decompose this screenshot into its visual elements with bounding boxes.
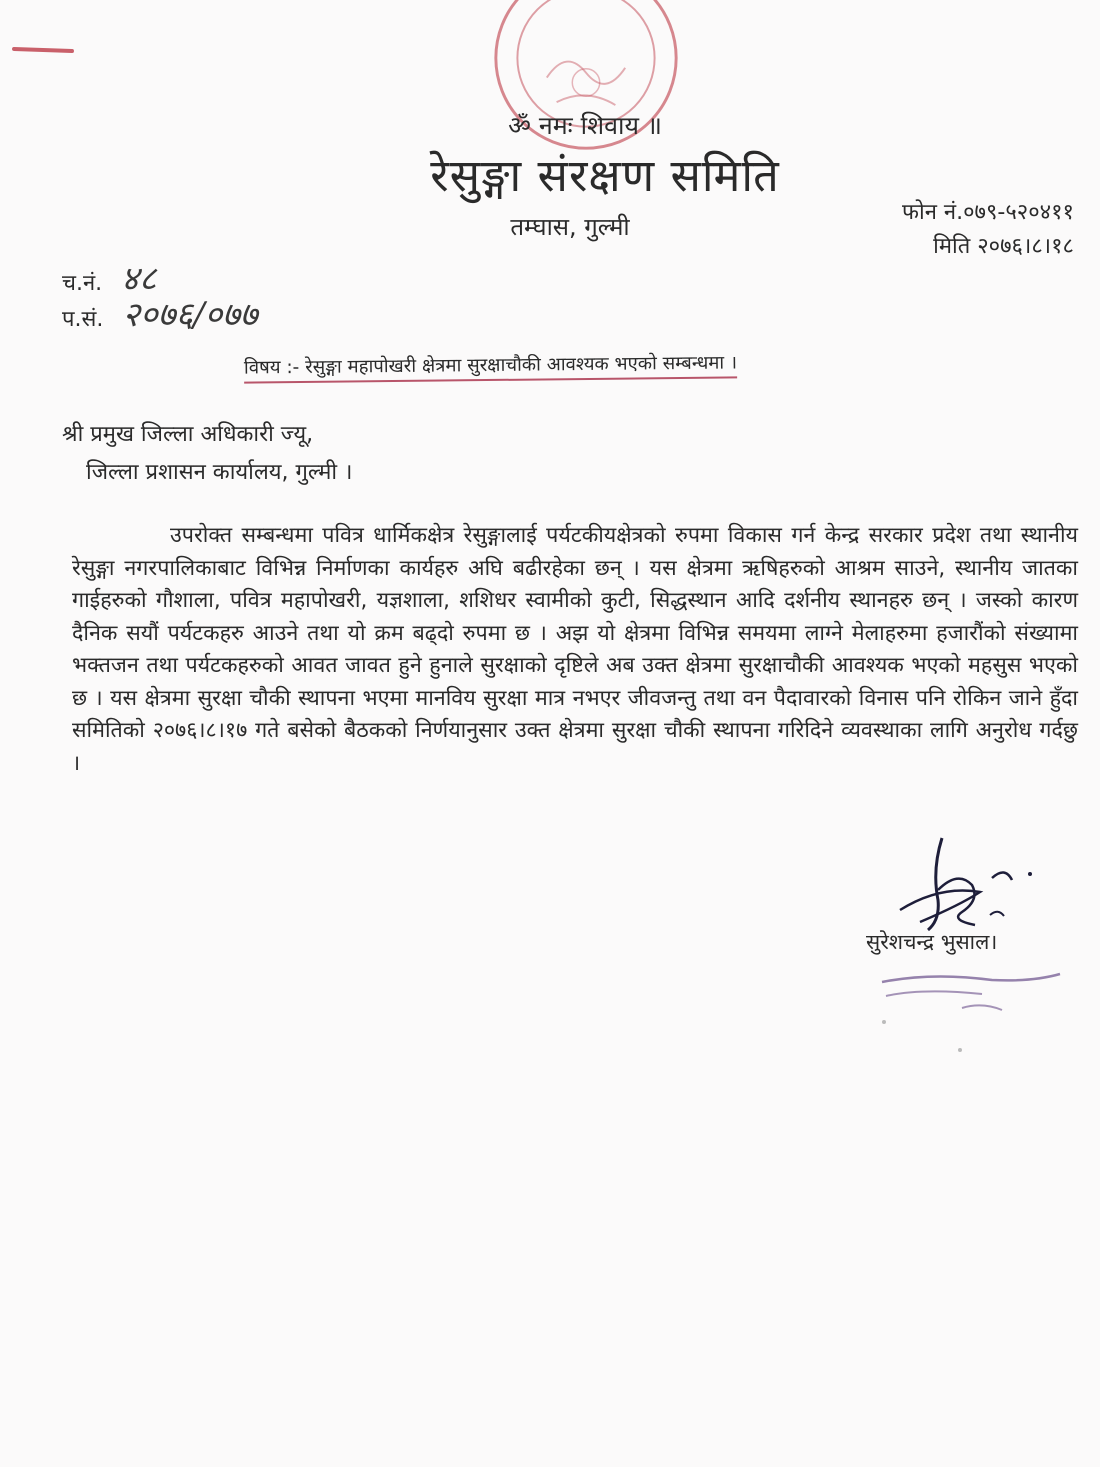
ink-speck bbox=[958, 1048, 962, 1052]
fiscal-year-value: २०७६/०७७ bbox=[122, 295, 258, 335]
recipient-title: श्री प्रमुख जिल्ला अधिकारी ज्यू, bbox=[62, 422, 314, 447]
dispatch-number-value: ४८ bbox=[121, 259, 157, 299]
recipient-office: जिल्ला प्रशासन कार्यालय, गुल्मी । bbox=[86, 460, 353, 485]
official-stamp-icon bbox=[872, 952, 1072, 1018]
signatory-name: सुरेशचन्द्र भुसाल। bbox=[866, 930, 998, 954]
organization-address: तम्घास, गुल्मी bbox=[510, 213, 630, 241]
corner-ink-mark bbox=[12, 47, 74, 53]
organization-name: रेसुङ्गा संरक्षण समिति bbox=[430, 149, 780, 202]
fiscal-year-row bbox=[62, 290, 258, 336]
letter-body bbox=[72, 520, 1078, 780]
body-paragraph: उपरोक्त सम्बन्धमा पवित्र धार्मिकक्षेत्र रेसुङ्गालाई पर्यटकीयक्षेत्रको रुपमा विकास गर्न केन्द्र सरकार प्रदेश तथा स्थानीय रेसुङ्गा नगरपालिकाबाट विभिन्न निर्माणका कार्यहरु अघि बढीरहेका छन् । यस क्षेत्रमा ऋषिहरुको आश्रम साउने, स्थानीय जातका गाईहरुको गौशाला, पवित्र महापोखरी, यज्ञशाला, शशिधर स्वामीको कुटी, सिद्धस्थान आदि दर्शनीय स्थानहरु छन् । जस्को कारण दैनिक सयौं पर्यटकहरु आउने तथा यो क्रम बढ्दो रुपमा छ । अझ यो क्षेत्रमा विभिन्न समयमा लाग्ने मेलाहरुमा हजारौंको संख्यामा भक्तजन तथा पर्यटकहरुको आवत जावत हुने हुनाले सुरक्षाको दृष्टिले अब उक्त क्षेत्रमा सुरक्षाचौकी आवश्यक भएको महसुस भएको छ । यस क्षेत्रमा सुरक्षा चौकी स्थापना भएमा मानविय सुरक्षा मात्र नभएर जीवजन्तु तथा वन पैदावारको विनास पनि रोकिन जाने हुँदा समितिको २०७६।८।१७ गते बसेको बैठकको निर्णयानुसार उक्त क्षेत्रमा सुरक्षा चौकी स्थापना गरिदिने व्यवस्थाका लागि अनुरोध गर्दछु । bbox=[72, 523, 1078, 776]
ink-speck bbox=[882, 1020, 886, 1024]
fiscal-year-label: प.सं. bbox=[62, 307, 104, 332]
letter-date: मिति २०७६।८।१८ bbox=[933, 234, 1074, 259]
letter-subject: विषय :- रेसुङ्गा महापोखरी क्षेत्रमा सुरक्षाचौकी आवश्यक भएको सम्बन्धमा । bbox=[244, 349, 737, 383]
invocation-line: ॐ नमः शिवाय ॥ bbox=[508, 111, 662, 140]
dispatch-number-label: च.नं. bbox=[62, 271, 103, 296]
phone-number: फोन नं.०७९-५२०४११ bbox=[902, 200, 1074, 225]
